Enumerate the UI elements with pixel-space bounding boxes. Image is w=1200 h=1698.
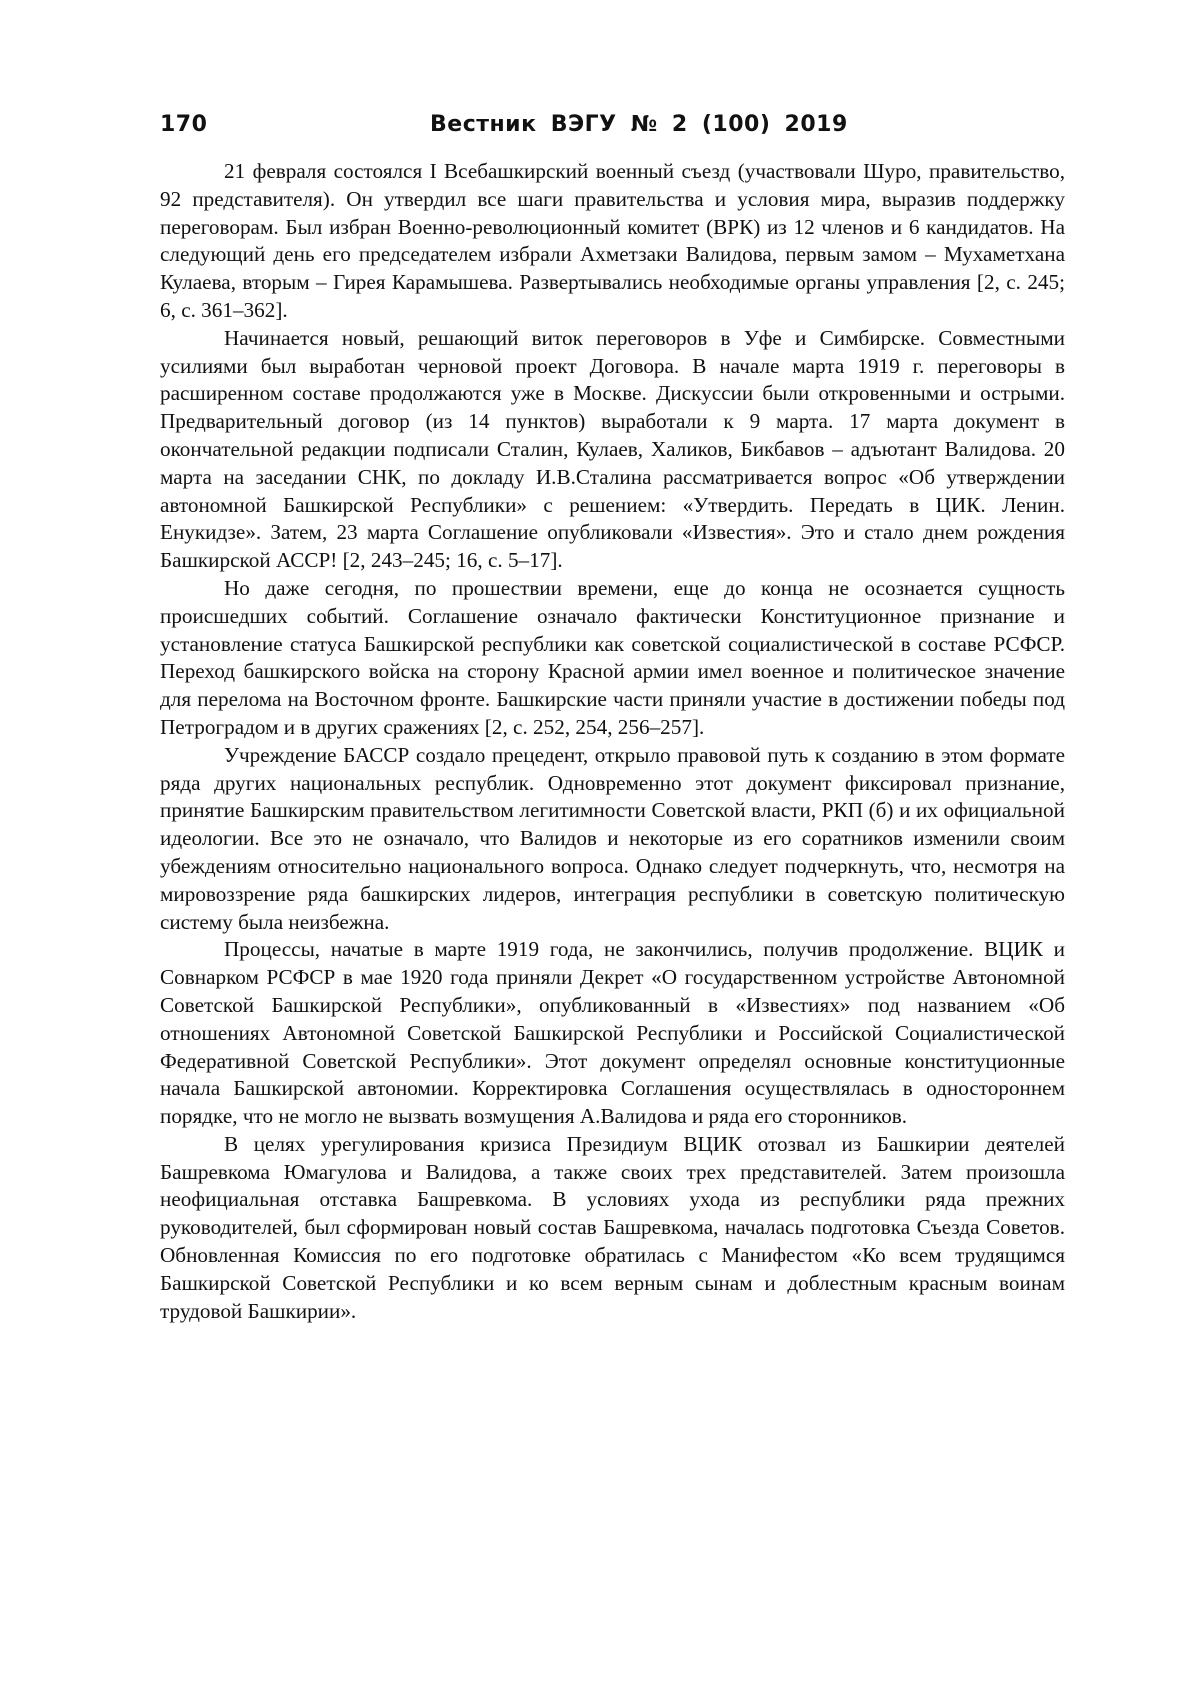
page-number: 170 — [160, 112, 208, 137]
paragraph: Но даже сегодня, по прошествии времени, еще до конца не осознается сущность происшедших событий. Соглашение означало фактически Конституционное признание и установление статуса Башкирской республики как советской социалистической в составе РСФСР. Переход башкирского войска на сторону Красной армии имел военное и политическое значение для перелома на Восточном фронте. Башкирские части приняли участие в достижении победы под Петроградом и в других сражениях [2, с. 252, 254, 256–257]. — [160, 575, 1065, 739]
paragraph: Процессы, начатые в марте 1919 года, не закончились, получив продолжение. ВЦИК и Совнарком РСФСР в мае 1920 года приняли Декрет «О государственном устройстве Автономной Советской Башкирской Республики», опубликованный в «Известиях» под названием «Об отношениях Автономной Советской Башкирской Республики и Российской Социалистической Федеративной Советской Республики». Этот документ определял основные конституционные начала Башкирской автономии. Корректировка Соглашения осуществлялась в одностороннем порядке, что не могло не вызвать возмущения А.Валидова и ряда его сторонников. — [160, 937, 1065, 1129]
article-body — [160, 158, 1065, 1325]
journal-page — [160, 112, 1065, 1325]
paragraph: В целях урегулирования кризиса Президиум ВЦИК отозвал из Башкирии деятелей Башревкома Юмагулова и Валидова, а также своих трех представителей. Затем произошла неофициальная отставка Башревкома. В условиях ухода из республики ряда прежних руководителей, был сформирован новый состав Башревкома, началась подготовка Съезда Советов. Обновленная Комиссия по его подготовке обратилась с Манифестом «Ко всем трудящимся Башкирской Советской Республики и ко всем верным сынам и доблестным красным воинам трудовой Башкирии». — [160, 1131, 1065, 1323]
paragraph: Учреждение БАССР создало прецедент, открыло правовой путь к созданию в этом формате ряда других национальных республик. Одновременно этот документ фиксировал признание, принятие Башкирским правительством легитимности Советской власти, РКП (б) и их официальной идеологии. Все это не означало, что Валидов и некоторые из его соратников изменили своим убеждениям относительно национального вопроса. Однако следует подчеркнуть, что, несмотря на мировоззрение ряда башкирских лидеров, интеграция республики в советскую политическую систему была неизбежна. — [160, 742, 1065, 934]
paragraph: Начинается новый, решающий виток переговоров в Уфе и Симбирске. Совместными усилиями был выработан черновой проект Договора. В начале марта 1919 г. переговоры в расширенном составе продолжаются уже в Москве. Дискуссии были откровенными и острыми. Предварительный договор (из 14 пунктов) выработали к 9 марта. 17 марта документ в окончательной редакции подписали Сталин, Кулаев, Халиков, Бикбавов – адъютант Валидова. 20 марта на заседании СНК, по докладу И.В.Сталина рассматривается вопрос «Об утверждении автономной Башкирской Республики» с решением: «Утвердить. Передать в ЦИК. Ленин. Енукидзе». Затем, 23 марта Соглашение опубликовали «Известия». Это и стало днем рождения Башкирской АССР! [2, 243–245; 16, с. 5–17]. — [160, 325, 1065, 573]
running-header — [160, 112, 1065, 148]
journal-title: Вестник ВЭГУ № 2 (100) 2019 — [430, 112, 848, 137]
paragraph: 21 февраля состоялся I Всебашкирский военный съезд (участвовали Шуро, правительство, 92 представителя). Он утвердил все шаги правительства и условия мира, выразив поддержку переговорам. Был избран Военно-революционный комитет (ВРК) из 12 членов и 6 кандидатов. На следующий день его председателем избрали Ахметзаки Валидова, первым замом – Мухаметхана Кулаева, вторым – Гирея Карамышева. Развертывались необходимые органы управления [2, с. 245; 6, с. 361–362]. — [160, 159, 1065, 322]
